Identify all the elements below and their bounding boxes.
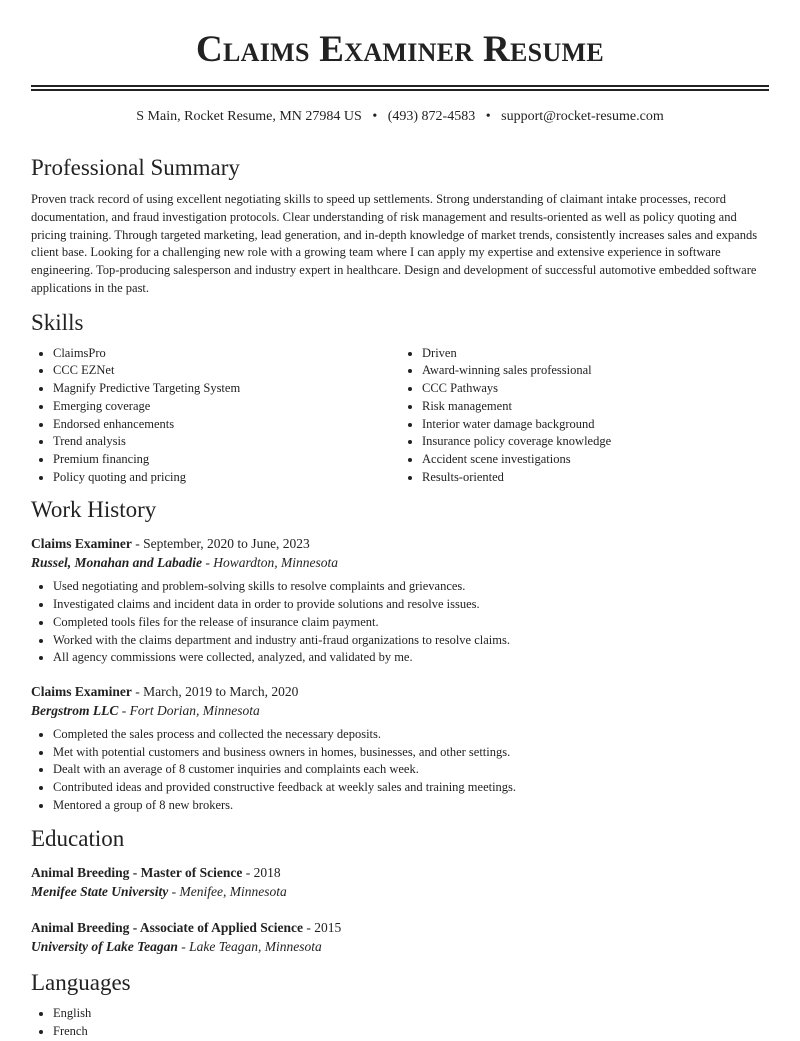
education-header bbox=[31, 863, 769, 882]
skill-item: • Insurance policy coverage knowledge bbox=[422, 433, 769, 451]
skill-item: • Magnify Predictive Targeting System bbox=[53, 380, 400, 398]
job-employer bbox=[31, 553, 769, 572]
job-bullet: • Met with potential customers and business owners in homes, businesses, and other settings. bbox=[53, 744, 769, 762]
job-bullet: • Completed tools files for the release of insurance claim payment. bbox=[53, 614, 769, 632]
language-item: • French bbox=[53, 1023, 769, 1041]
job-company: Bergstrom LLC bbox=[31, 702, 119, 718]
job-dates: - March, 2019 to March, 2020 bbox=[131, 683, 299, 699]
job-location: - Howardton, Minnesota bbox=[202, 555, 339, 571]
skill-item: • CCC EZNet bbox=[53, 362, 400, 380]
contact-phone: (493) 872-4583 bbox=[387, 109, 476, 124]
job-header bbox=[31, 534, 769, 553]
job-bullet: • Dealt with an average of 8 customer inquiries and complaints each week. bbox=[53, 761, 769, 779]
resume-title: Claims Examiner Resume bbox=[195, 29, 605, 70]
job-dates: - September, 2020 to June, 2023 bbox=[131, 536, 310, 552]
skills-heading: Skills bbox=[31, 309, 84, 335]
education-school-line bbox=[31, 882, 769, 901]
title-divider bbox=[31, 85, 769, 91]
education-header bbox=[31, 918, 769, 937]
skill-item: • Emerging coverage bbox=[53, 398, 400, 416]
job-company: Russel, Monahan and Labadie bbox=[31, 555, 203, 571]
education-entry bbox=[31, 918, 769, 956]
skills-columns bbox=[31, 345, 769, 487]
job-bullet: • Contributed ideas and provided constructive feedback at weekly sales and training meetings. bbox=[53, 779, 769, 797]
education-year: - 2015 bbox=[303, 920, 342, 936]
job-bullet: • Used negotiating and problem-solving skills to resolve complaints and grievances. bbox=[53, 578, 769, 596]
job-employer bbox=[31, 701, 769, 720]
job-entry bbox=[31, 682, 769, 815]
job-bullets bbox=[31, 726, 769, 815]
education-year: - 2018 bbox=[242, 865, 281, 881]
summary-heading: Professional Summary bbox=[31, 155, 240, 180]
skill-item: • CCC Pathways bbox=[422, 380, 769, 398]
job-bullet: • All agency commissions were collected, analyzed, and validated by me. bbox=[53, 649, 769, 667]
education-school-line bbox=[31, 937, 769, 956]
education-degree: Animal Breeding - Associate of Applied Science bbox=[31, 920, 303, 936]
contact-line bbox=[31, 108, 769, 126]
job-bullet: • Investigated claims and incident data in order to provide solutions and resolve issues. bbox=[53, 596, 769, 614]
skill-item: • Award-winning sales professional bbox=[422, 362, 769, 380]
education-degree: Animal Breeding - Master of Science bbox=[31, 865, 243, 881]
education-school: University of Lake Teagan bbox=[31, 939, 178, 955]
job-title: Claims Examiner bbox=[31, 683, 132, 699]
job-bullet: • Completed the sales process and collected the necessary deposits. bbox=[53, 726, 769, 744]
skills-list-left bbox=[31, 345, 400, 487]
job-bullets bbox=[31, 578, 769, 667]
job-title: Claims Examiner bbox=[31, 536, 132, 552]
job-bullet: • Worked with the claims department and industry anti-fraud organizations to resolve claims. bbox=[53, 632, 769, 650]
job-header bbox=[31, 682, 769, 701]
education-entry bbox=[31, 863, 769, 901]
skill-item: • Risk management bbox=[422, 398, 769, 416]
skill-item: • Policy quoting and pricing bbox=[53, 469, 400, 487]
skill-item: • Results-oriented bbox=[422, 469, 769, 487]
job-bullet: • Mentored a group of 8 new brokers. bbox=[53, 797, 769, 815]
skill-item: • ClaimsPro bbox=[53, 345, 400, 363]
contact-separator: • bbox=[372, 109, 378, 124]
contact-address: S Main, Rocket Resume, MN 27984 US bbox=[136, 109, 362, 124]
skill-item: • Accident scene investigations bbox=[422, 451, 769, 469]
summary-text: Proven track record of using excellent negotiating skills to speed up settlements. Strong understanding of claimant intake processes, record documentation, and fraud investigation protocols. Clear understanding of risk management and results-oriented as well as policy quoting and pricing training. Through targeted marketing, lead generation, and in-depth knowledge of market trends, consistently increases sales and expands client base. Looking for a challenging new role with a growing team where I can apply my expertise and extensive experience in software engineering. Top-producing salesperson and industry expert in healthcare. Design and development of successful automotive embedded software applications in the past. bbox=[31, 192, 758, 295]
skill-item: • Driven bbox=[422, 345, 769, 363]
education-location: - Lake Teagan, Minnesota bbox=[177, 939, 322, 955]
skill-item: • Trend analysis bbox=[53, 433, 400, 451]
job-entry bbox=[31, 534, 769, 667]
education-location: - Menifee, Minnesota bbox=[168, 884, 287, 900]
skill-item: • Interior water damage background bbox=[422, 416, 769, 434]
skills-list-right bbox=[400, 345, 769, 487]
skill-item: • Endorsed enhancements bbox=[53, 416, 400, 434]
education-school: Menifee State University bbox=[31, 884, 169, 900]
contact-separator: • bbox=[485, 109, 491, 124]
work-history-heading: Work History bbox=[31, 497, 157, 523]
skill-item: • Premium financing bbox=[53, 451, 400, 469]
language-item: • English bbox=[53, 1005, 769, 1023]
languages-list bbox=[31, 1005, 769, 1040]
education-heading: Education bbox=[31, 826, 125, 852]
job-location: - Fort Dorian, Minnesota bbox=[118, 702, 260, 718]
contact-email: support@rocket-resume.com bbox=[501, 109, 664, 124]
languages-heading: Languages bbox=[31, 970, 131, 996]
